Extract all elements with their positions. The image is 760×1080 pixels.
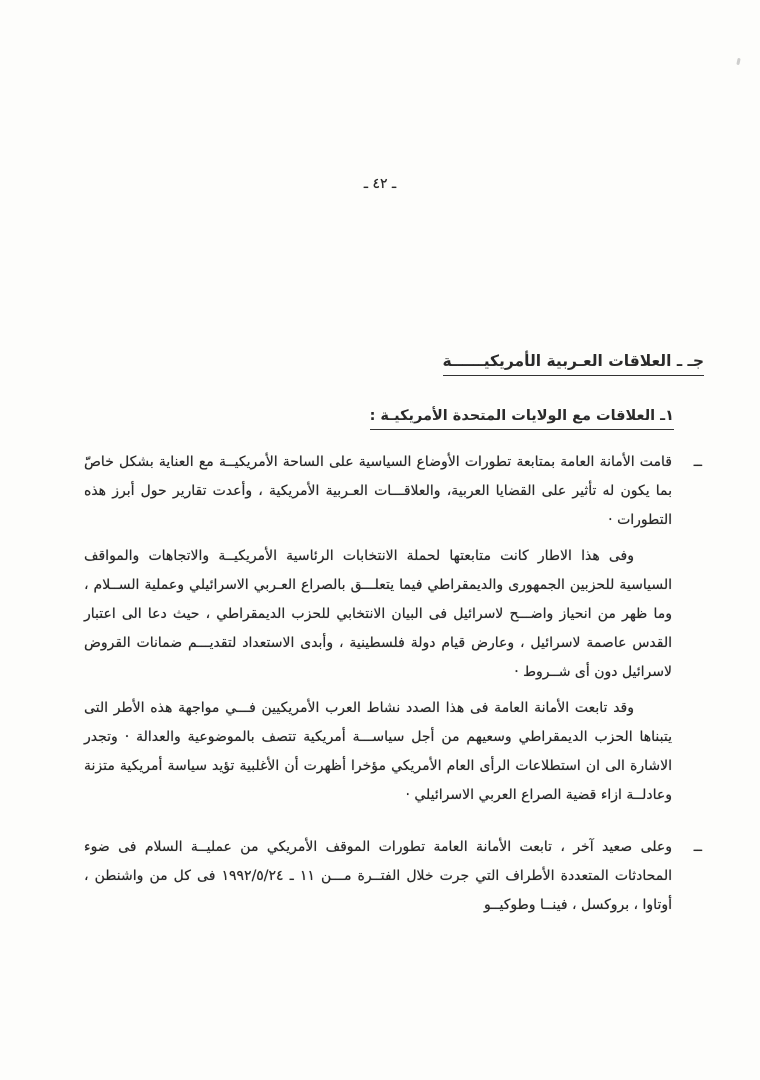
- scan-artifact: [736, 58, 740, 65]
- paragraph-text: قامت الأمانة العامة بمتابعة تطورات الأوضاع السياسية على الساحة الأمريكيــة مع العناية بشكل خاصّ بما يكون له تأثير على القضايا العربية، والعلاقـــات العـربية الأمريكية ، وأعدت تقارير حول أبرز هذه التطورات ·: [84, 454, 672, 528]
- paragraph-text: وقد تابعت الأمانة العامة فى هذا الصدد نشاط العرب الأمريكيين فـــي مواجهة هذه الأطر التى يتبناها الحزب الديمقراطي وسعيهم من أجل سياســـة أمريكية تتصف بالموضوعية والعدالة · وتجدر الاشارة الى ان استطلاعات الرأى العام الأمريكي مؤخرا أظهرت أن الأغلبية تؤيد سياسة أمريكية متزنة وعادلــة ازاء قضية الصراع العربي الاسرائيلي ·: [84, 700, 672, 803]
- subsection-heading-text: ١ـ العلاقات مع الولايات المتحدة الأمريكيـة :: [370, 408, 674, 430]
- paragraph-text: وعلى صعيد آخر ، تابعت الأمانة العامة تطورات الموقف الأمريكي من عمليــة السلام فى ضوء المحادثات المتعددة الأطراف التي جرت خلال الفتــرة مـــن ١١ ـ ١٩٩٢/٥/٢٤ فى كل من واشنطن ، أوتاوا ، بروكسل ، فينــا وطوكيــو: [84, 839, 672, 913]
- section-heading: [443, 352, 704, 376]
- subsection-heading: [370, 408, 674, 430]
- paragraph: [84, 448, 702, 535]
- paragraph: [84, 833, 702, 920]
- bullet-dash: ــ: [693, 454, 702, 470]
- page-number: ـ ٤٢ ـ: [363, 176, 397, 192]
- section-heading-text: جـ ـ العلاقات العـربية الأمريكيــــــة: [443, 352, 704, 376]
- document-body: [84, 448, 702, 927]
- paragraph: [84, 542, 672, 687]
- paragraph-text: وفى هذا الاطار كانت متابعتها لحملة الانتخابات الرئاسية الأمريكيــة والاتجاهات والمواقف السياسية للحزبين الجمهورى والديمقراطي فيما يتعلـــق بالصراع العـربي الاسرائيلي وعملية الســلام ، وما ظهر من انحياز واضـــح لاسرائيل فى البيان الانتخابي للحزب الديمقراطي ، حيث دعا الى اعتبار القدس عاصمة لاسرائيل ، وعارض قيام دولة فلسطينية ، وأبدى الاستعداد لتقديـــم ضمانات القروض لاسرائيل دون أى شــروط ·: [84, 548, 672, 680]
- bullet-dash: ــ: [693, 839, 702, 855]
- paragraph: [84, 694, 672, 810]
